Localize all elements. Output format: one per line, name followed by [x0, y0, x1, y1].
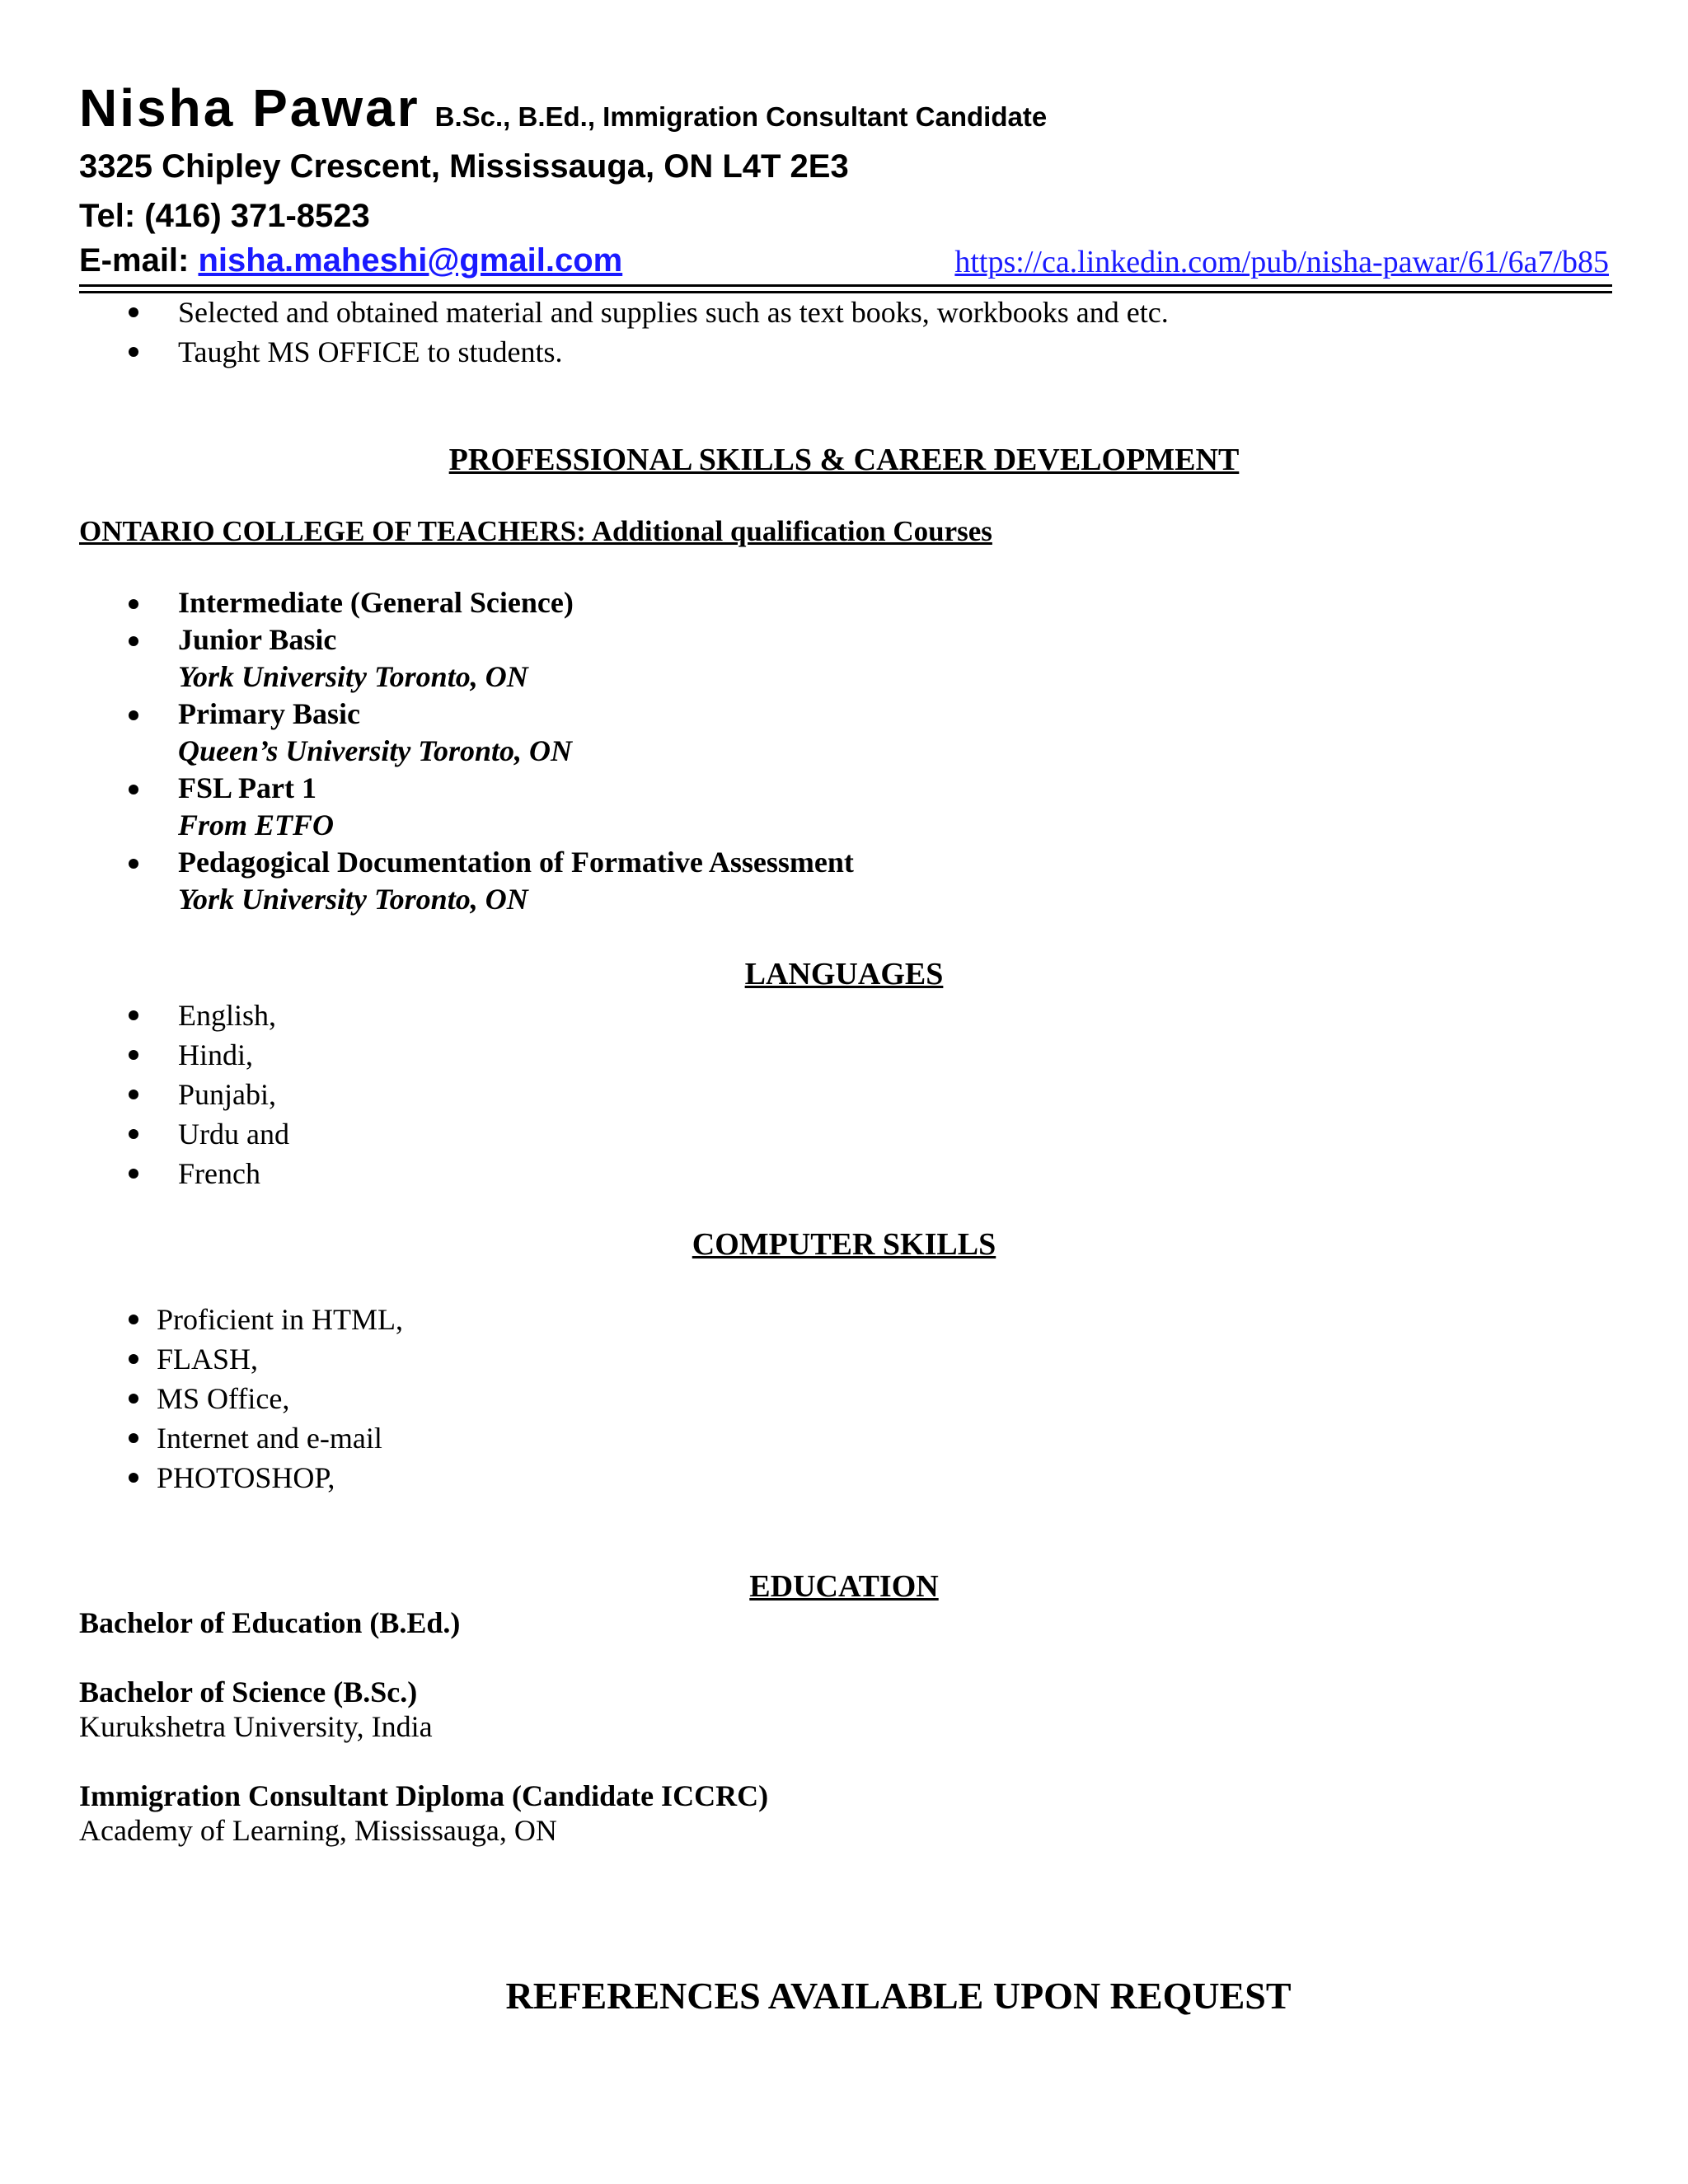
skill-item: PHOTOSHOP,	[0, 1458, 403, 1497]
computer-skills-heading: COMPUTER SKILLS	[692, 1227, 996, 1262]
course-item	[0, 844, 854, 918]
education-degree: Bachelor of Education (B.Ed.)	[79, 1606, 461, 1639]
course-item	[0, 696, 854, 770]
header-name-line	[79, 77, 1047, 138]
previous-duties-list	[0, 293, 1169, 372]
professional-skills-heading: PROFESSIONAL SKILLS & CAREER DEVELOPMENT	[448, 443, 1240, 477]
header-divider-top	[79, 284, 1612, 287]
course-title: Pedagogical Documentation of Formative Assessment	[178, 846, 854, 879]
aq-courses-list	[0, 584, 854, 918]
email-line	[79, 242, 622, 279]
course-item	[0, 770, 854, 844]
education-degree: Bachelor of Science (B.Sc.)	[79, 1675, 418, 1708]
education-institution: Kurukshetra University, India	[79, 1710, 433, 1743]
candidate-phone: Tel: (416) 371-8523	[79, 198, 370, 234]
oct-courses-heading: ONTARIO COLLEGE OF TEACHERS: Additional qualification Courses	[79, 515, 992, 547]
language-item: English,	[0, 996, 289, 1035]
skill-item: Proficient in HTML,	[0, 1300, 403, 1339]
candidate-name: Nisha Pawar	[79, 78, 420, 138]
candidate-address: 3325 Chipley Crescent, Mississauga, ON L4T 2E3	[79, 148, 849, 185]
course-institution: York University Toronto, ON	[178, 883, 528, 916]
education-institution: Academy of Learning, Mississauga, ON	[79, 1814, 557, 1847]
course-institution: York University Toronto, ON	[178, 660, 528, 693]
course-institution: Queen’s University Toronto, ON	[178, 734, 573, 767]
list-item: Selected and obtained material and supplies such as text books, workbooks and etc.	[0, 293, 1169, 332]
course-title: FSL Part 1	[178, 771, 316, 804]
course-item	[0, 584, 854, 621]
course-title: Junior Basic	[178, 623, 337, 656]
email-label: E-mail:	[79, 242, 199, 279]
computer-skills-list	[0, 1300, 403, 1497]
education-heading: EDUCATION	[749, 1569, 939, 1604]
candidate-credentials: B.Sc., B.Ed., Immigration Consultant Candidate	[434, 101, 1048, 132]
list-item: Taught MS OFFICE to students.	[0, 332, 1169, 372]
course-institution: From ETFO	[178, 808, 335, 841]
references-note: REFERENCES AVAILABLE UPON REQUEST	[505, 1975, 1292, 2017]
skill-item: FLASH,	[0, 1339, 403, 1379]
skill-item: MS Office,	[0, 1379, 403, 1418]
course-title: Intermediate (General Science)	[178, 586, 574, 619]
language-item: Hindi,	[0, 1035, 289, 1075]
linkedin-link[interactable]: https://ca.linkedin.com/pub/nisha-pawar/61/6a7/b85	[954, 245, 1609, 279]
languages-heading: LANGUAGES	[744, 957, 944, 991]
languages-list	[0, 996, 289, 1193]
email-link[interactable]: nisha.maheshi@gmail.com	[198, 242, 623, 279]
skill-item: Internet and e-mail	[0, 1418, 403, 1458]
language-item: Punjabi,	[0, 1075, 289, 1114]
language-item: French	[0, 1154, 289, 1193]
course-item	[0, 621, 854, 696]
course-title: Primary Basic	[178, 697, 360, 730]
education-degree: Immigration Consultant Diploma (Candidate ICCRC)	[79, 1779, 769, 1812]
language-item: Urdu and	[0, 1114, 289, 1154]
